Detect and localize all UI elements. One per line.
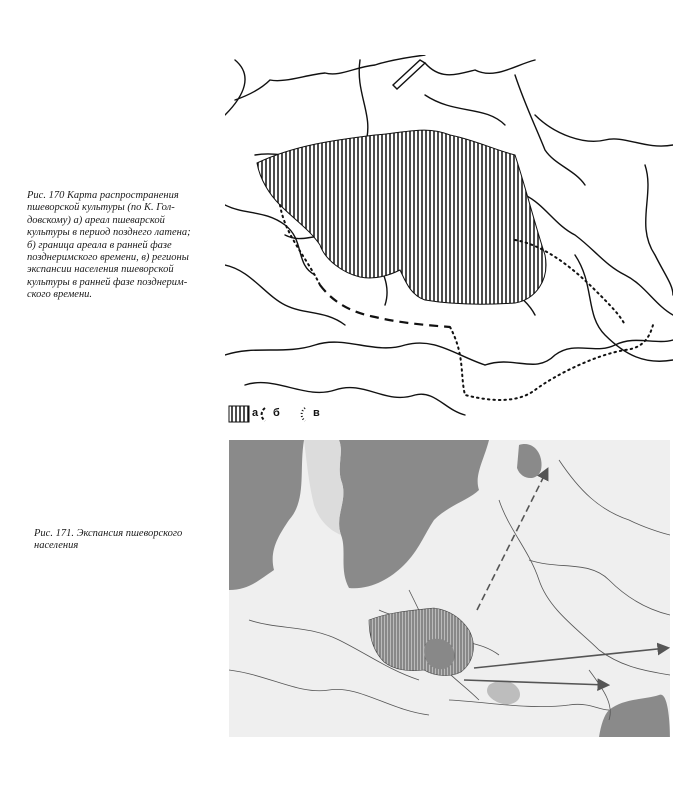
lagoon	[393, 60, 425, 89]
expansion-c	[450, 325, 653, 400]
area-a-hatch	[257, 130, 546, 304]
legend-label-a: а	[252, 407, 259, 419]
figure-171-map	[229, 440, 670, 737]
figure-170-map	[225, 55, 673, 430]
legend-label-c: в	[313, 407, 320, 419]
legend-dashed-swatch	[262, 408, 265, 421]
coastline	[225, 55, 425, 115]
figure-171-caption: Рис. 171. Экспансия пшеворского населения	[34, 528, 183, 552]
legend-label-b: б	[273, 407, 280, 419]
figure-170-caption: Рис. 170 Карта распространения пшеворской культуры (по К. Гол- довскому) а) ареал пшеварской культуры в период позднего латена; б) граница ареала в ранней фазе позднеримского времени, в) регионы экспансии населения пшеворской культуры в ранней фазе позднерим- ского времени.	[27, 190, 191, 301]
legend-hatch-swatch	[229, 406, 249, 422]
legend-dotted-swatch	[302, 408, 305, 421]
figure-170-legend	[227, 403, 347, 425]
